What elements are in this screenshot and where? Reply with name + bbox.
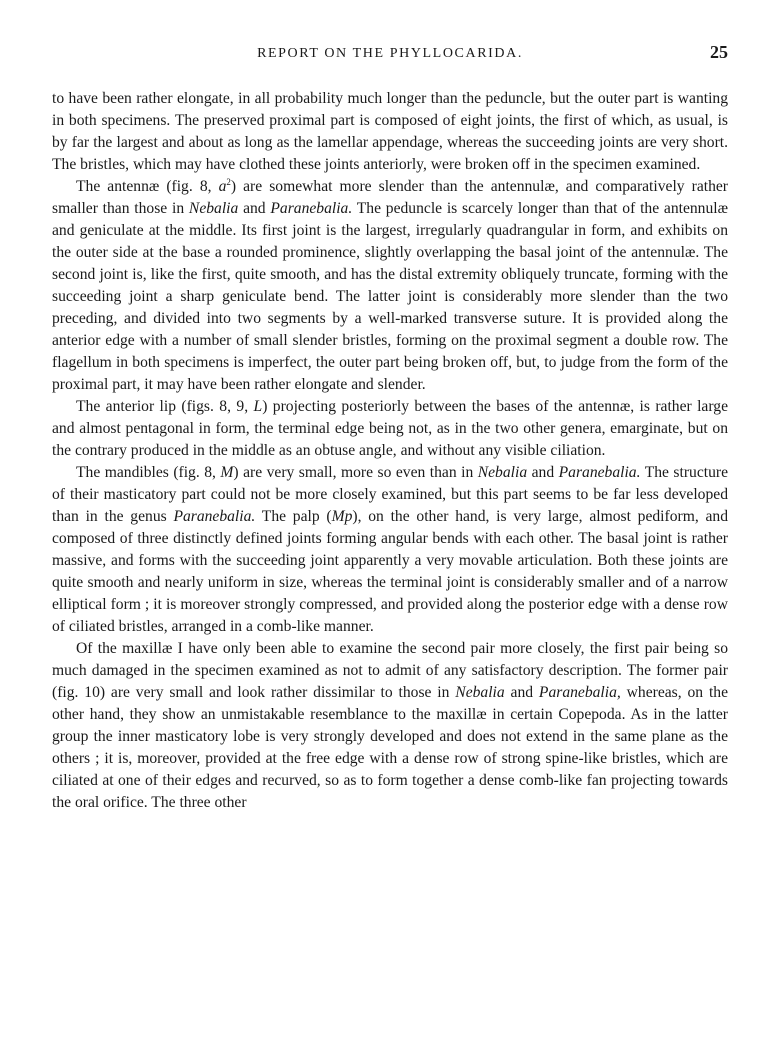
paragraph-text: ) are very small, more so even than in	[233, 464, 478, 481]
page-number: 25	[710, 42, 728, 62]
paragraph-text: The peduncle is scarcely longer than that of the antennulæ and geniculate at the middle. Its first joint is the largest, irregularly quadrangular in form, and exhibits on the outer side at the base a rounded prominence, slightly overlapping the basal joint of the antennulæ. The second joint is, like the first, quite smooth, and has the distal extremity obliquely truncate, forming with the succeeding joint a sharp geniculate bend. The latter joint is considerably more slender than the two preceding, and divided into two segments by a well-marked transverse suture. It is provided along the anterior edge with a number of small slender bristles, forming on the proximal segment a double row. The flagellum in both specimens is imperfect, the outer part being broken off, but, to judge from the form of the proximal part, it may have been rather elongate and slender.	[52, 200, 728, 393]
paragraph	[52, 638, 728, 814]
italic-text: Nebalia	[477, 464, 528, 481]
paragraph-text: and	[238, 200, 271, 217]
paragraph	[52, 176, 728, 396]
paragraph-text: ) are somewhat more slender than the antennulæ, and comparatively rather smaller than those in	[52, 178, 728, 217]
italic-text: M	[220, 464, 234, 481]
paragraph-text: Of the maxillæ I have only been able to examine the second pair more closely, the first pair being so much damaged in the specimen examined as not to admit of any satisfactory description. The former pair (fig. 10) are very small and look rather dissimilar to those in	[52, 640, 728, 701]
italic-text: Nebalia	[455, 684, 505, 701]
paragraph-text: The antennæ (fig. 8,	[76, 178, 219, 195]
superscript-text: 2	[226, 176, 231, 187]
italic-text: Paranebalia.	[270, 200, 353, 217]
paragraph	[52, 462, 728, 638]
page-header	[52, 40, 728, 70]
paragraph-text: The anterior lip (figs. 8, 9,	[76, 398, 254, 415]
paragraph-text: and	[504, 684, 539, 701]
paragraph-text: The mandibles (fig. 8,	[76, 464, 221, 481]
italic-text: Paranebalia.	[173, 508, 256, 525]
paragraph-text: The structure of their masticatory part could not be more closely examined, but this part seems to be far less developed than in the genus	[52, 464, 728, 525]
paragraph-text: ) projecting posteriorly between the bases of the antennæ, is rather large and almost pentagonal in form, the terminal edge being not, as in the two other genera, emarginate, but on the contrary produced in the middle as an obtuse angle, and without any visible ciliation.	[52, 398, 728, 459]
italic-text: Mp	[331, 508, 353, 525]
paragraph-text: whereas, on the other hand, they show an unmistakable resemblance to the maxillæ in certain Copepoda. As in the latter group the inner masticatory lobe is very strongly developed and does not extend in the same plane as the others ; it is, moreover, provided at the free edge with a dense row of strong spine-like bristles, which are ciliated at one of their edges and recurved, so as to form together a dense comb-like fan projecting towards the oral orifice. The three other	[52, 684, 728, 811]
running-title: REPORT ON THE PHYLLOCARIDA.	[257, 46, 523, 61]
italic-text: Paranebalia.	[558, 464, 641, 481]
paragraph	[52, 88, 728, 176]
italic-text: Nebalia	[188, 200, 239, 217]
body-text	[52, 88, 728, 814]
paragraph-text: and	[527, 464, 559, 481]
paragraph-text: ), on the other hand, is very large, almost pediform, and composed of three distinctly defined joints forming angular bends with each other. The basal joint is rather massive, and forms with the succeeding joint apparently a very movable articulation. Both these joints are quite smooth and nearly uniform in size, whereas the terminal joint is considerably smaller and of a narrow elliptical form ; it is moreover strongly compressed, and provided along the posterior edge with a dense row of ciliated bristles, arranged in a comb-like manner.	[52, 508, 728, 635]
italic-text: a	[218, 178, 227, 195]
paragraph	[52, 396, 728, 462]
italic-text: L	[253, 398, 263, 415]
paragraph-text: The palp (	[255, 508, 332, 525]
paragraph-text: to have been rather elongate, in all probability much longer than the peduncle, but the outer part is wanting in both specimens. The preserved proximal part is composed of eight joints, the first of which, as usual, is by far the largest and about as long as the lamellar appendage, whereas the succeeding joints are very short. The bristles, which may have clothed these joints anteriorly, were broken off in the specimen examined.	[52, 90, 728, 173]
italic-text: Paranebalia,	[538, 684, 621, 701]
